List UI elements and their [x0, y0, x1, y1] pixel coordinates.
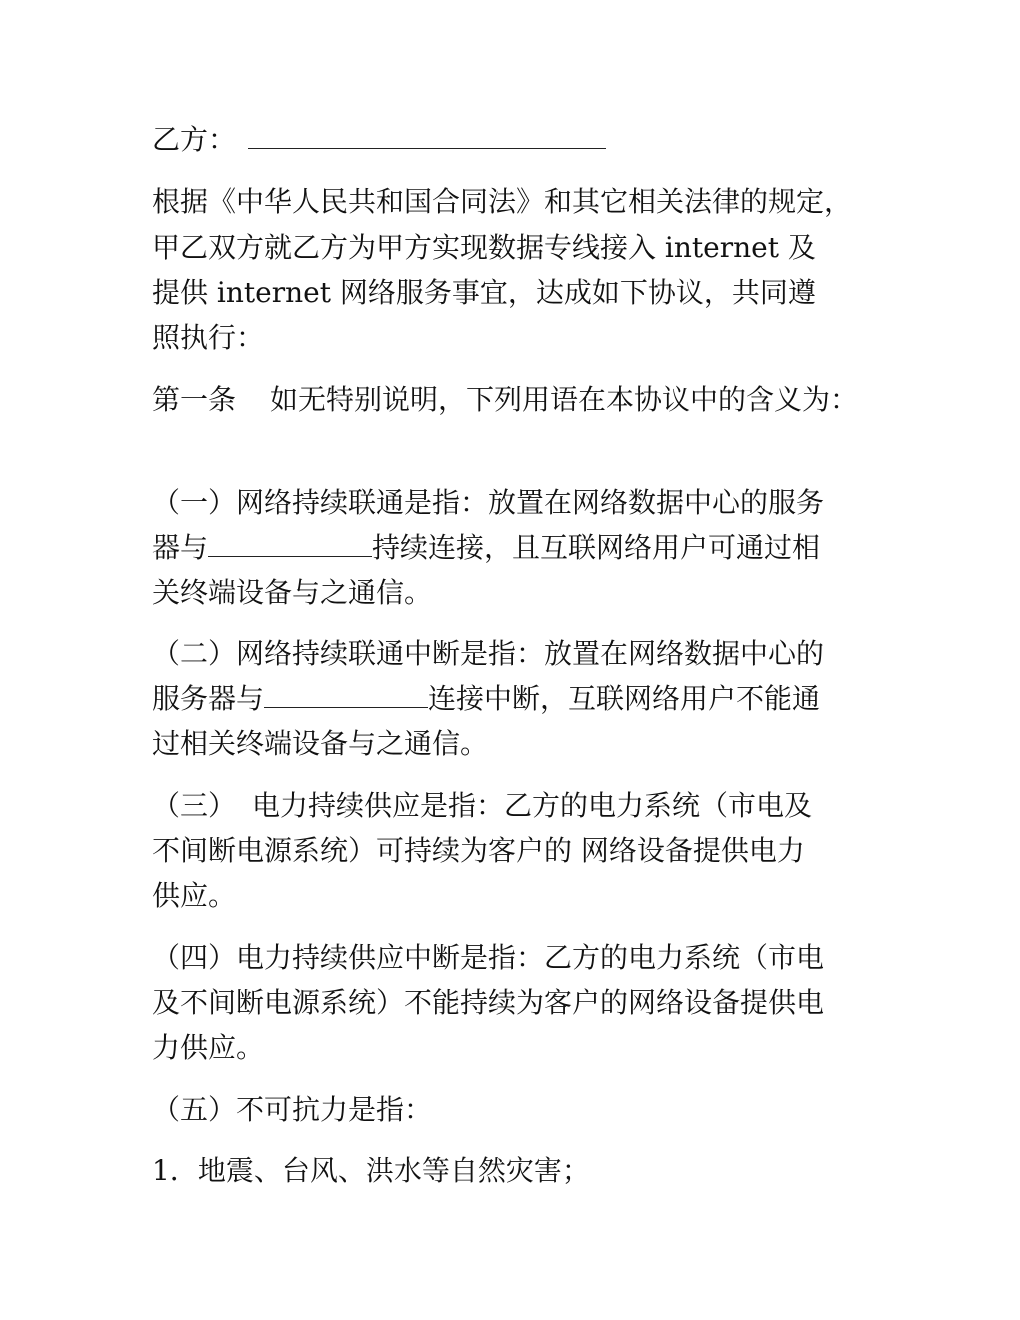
- definition-1-blank: [208, 530, 372, 557]
- definition-3-text: 电力持续供应是指：乙方的电力系统（市电及: [252, 789, 813, 822]
- article-1-number: 第一条: [152, 383, 237, 416]
- definition-4-line-1: （四）电力持续供应中断是指：乙方的电力系统（市电: [152, 941, 825, 974]
- definition-1-line-3: 关终端设备与之通信。: [152, 576, 433, 609]
- definition-2-text-after-blank: 连接中断，互联网络用户不能通: [428, 682, 821, 715]
- definition-2-blank: [264, 681, 428, 708]
- article-1-heading: [152, 382, 858, 418]
- definition-3-number: （三）: [152, 789, 237, 822]
- definition-3-line-2: 不间断电源系统）可持续为客户的 网络设备提供电力: [152, 834, 805, 867]
- preamble-line-1: 根据《中华人民共和国合同法》和其它相关法律的规定，: [152, 185, 853, 218]
- definition-1-text-after-blank: 持续连接，且互联网络用户可通过相: [372, 531, 821, 564]
- definition-4-line-3: 力供应。: [152, 1031, 265, 1064]
- definition-2-line-3: 过相关终端设备与之通信。: [152, 727, 489, 760]
- definition-4-line-2: 及不间断电源系统）不能持续为客户的网络设备提供电: [152, 986, 825, 1019]
- party-b-blank: [248, 122, 606, 149]
- definition-2-line-1: （二）网络持续联通中断是指：放置在网络数据中心的: [152, 637, 825, 670]
- definition-1-line-2: [152, 530, 820, 566]
- definition-2-text-before-blank: 服务器与: [152, 682, 265, 715]
- definition-3-line-3: 供应。: [152, 879, 237, 912]
- article-1-text: 如无特别说明，下列用语在本协议中的含义为：: [270, 383, 859, 416]
- definition-1-text-before-blank: 器与: [152, 531, 209, 564]
- definition-2-line-2: [152, 681, 820, 717]
- preamble-line-3: 提供 internet 网络服务事宜，达成如下协议，共同遵: [152, 276, 816, 309]
- preamble-line-2: 甲乙双方就乙方为甲方实现数据专线接入 internet 及: [152, 231, 816, 264]
- definition-5-line-1: （五）不可抗力是指：: [152, 1093, 433, 1126]
- list-item-1: 1．地震、台风、洪水等自然灾害；: [152, 1154, 590, 1187]
- party-b-label: 乙方：: [152, 123, 237, 156]
- preamble-line-4: 照执行：: [152, 321, 265, 354]
- party-b-line: [152, 122, 606, 158]
- definition-3-line-1: [152, 788, 812, 824]
- definition-1-line-1: （一）网络持续联通是指：放置在网络数据中心的服务: [152, 486, 825, 519]
